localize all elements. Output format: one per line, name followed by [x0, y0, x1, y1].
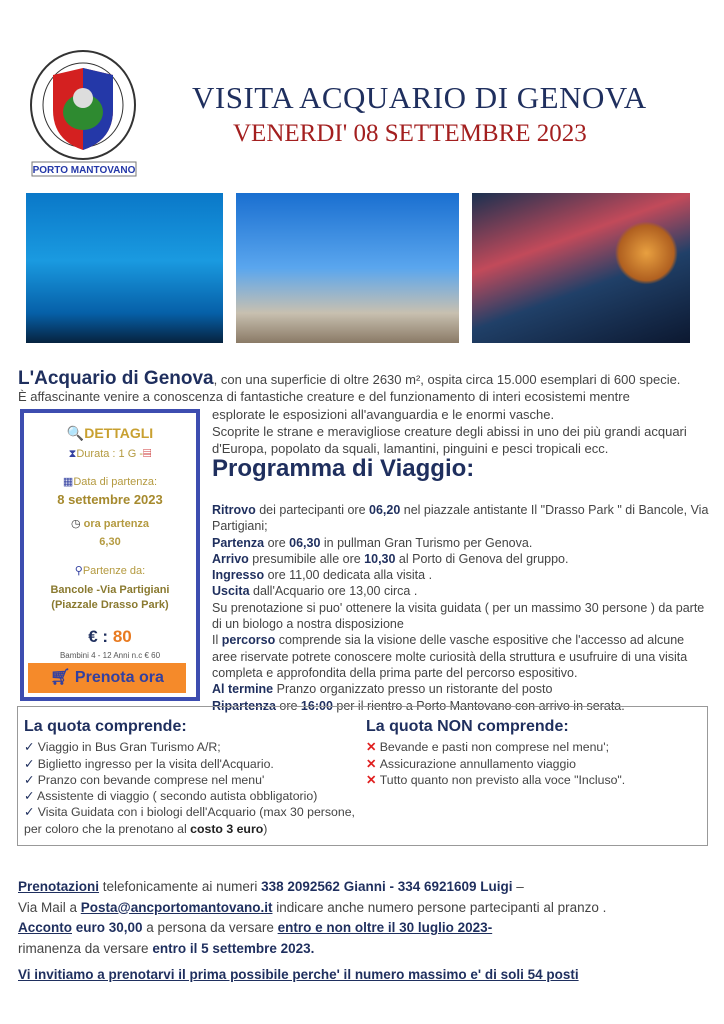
- deposit-deadline: entro e non oltre il 30 luglio 2023-: [277, 920, 493, 935]
- excluded-item: [366, 772, 696, 788]
- program-item: [212, 535, 712, 551]
- date-label: Data di partenza:: [73, 476, 158, 488]
- program-text: Ripartenza: [212, 698, 276, 713]
- cart-icon: 🛒︎: [50, 669, 71, 686]
- included-item: [24, 739, 359, 755]
- pufferfish-photo: [472, 193, 690, 343]
- intro-lead: L'Acquario di Genova: [18, 368, 214, 389]
- program-text: Ritrovo: [212, 503, 256, 517]
- intro-line: Scoprite le strane e meravigliose creature degli abissi in uno dei più grandi acquari d'Europa, popolato da squali, lamantini, pinguini e pesci tropicali ecc.: [212, 424, 687, 456]
- program-item: [212, 632, 712, 681]
- intro-text-continued: [212, 406, 712, 457]
- clock-icon: ◷: [70, 518, 81, 530]
- text: –: [512, 879, 524, 894]
- excluded-column: [366, 719, 696, 788]
- program-item: [212, 600, 712, 633]
- cross-icon: ✕: [366, 756, 380, 771]
- included-title: La quota comprende:: [24, 718, 187, 735]
- program-text: percorso: [221, 633, 276, 648]
- included-item: [24, 788, 359, 804]
- text: Via Mail a: [18, 899, 81, 915]
- text: telefonicamente ai numeri: [99, 879, 262, 894]
- check-icon: ✓: [24, 756, 38, 771]
- people-location-icon: ⚲: [74, 565, 83, 577]
- hourglass-icon: ⧗: [68, 448, 77, 460]
- intro-line: esplorate le esposizioni all'avanguardia e le enormi vasche.: [212, 407, 555, 422]
- program-text: 10,30: [364, 551, 396, 566]
- excluded-title: La quota NON comprende:: [366, 718, 569, 735]
- program-item: [212, 583, 712, 599]
- check-icon: ✓: [24, 740, 38, 755]
- excluded-item: [366, 756, 696, 772]
- included-list: [24, 739, 359, 837]
- departure-date: 8 settembre 2023: [57, 492, 163, 507]
- program-text: ore: [275, 698, 301, 713]
- quota-box: [17, 706, 708, 846]
- program-text: ore 11,00 dedicata alla visita .: [264, 568, 433, 583]
- phone-numbers: 338 2092562 Gianni - 334 6921609 Luigi: [261, 879, 513, 894]
- check-icon: ✓: [24, 789, 38, 804]
- deposit: [18, 918, 718, 939]
- intro-text: [18, 370, 718, 405]
- included-text: Pranzo con bevande comprese nel menu': [37, 772, 265, 787]
- program-list: [212, 502, 712, 714]
- included-item: [24, 756, 359, 772]
- included-text: Assistente di viaggio ( secondo autista obbligatorio): [37, 789, 318, 804]
- price-label: € :: [88, 627, 113, 646]
- check-icon: ✓: [24, 772, 38, 787]
- deposit-label: Acconto: [18, 920, 72, 935]
- program-text: comprende sia la visione delle vasche espositive che l'accesso ad alcune aree riservate potrete conoscere molte curiosità della struttura e usufruire di una visita completa e approfondita della prima parte del percorso espositivo.: [212, 633, 688, 680]
- included-text: Viaggio in Bus Gran Turismo A/R;: [37, 740, 221, 755]
- program-text: Pranzo organizzato presso un ristorante del posto: [273, 682, 553, 697]
- balance: [18, 939, 718, 960]
- booking-info: [18, 877, 718, 959]
- invite-text: Vi invitiamo a prenotarvi il prima possibile perche' il numero massimo e' di soli 54 posti: [18, 967, 579, 982]
- book-now-button[interactable]: [28, 663, 186, 693]
- program-text: presumibile alle ore: [248, 551, 365, 566]
- genoa-port-bigo-photo: [236, 193, 459, 343]
- program-text: Su prenotazione si puo' ottenere la visita guidata ( per un massimo 30 persone ) da parte di un biologo a nostra disposizione: [212, 600, 705, 632]
- program-item: [212, 502, 712, 535]
- program-text: Il: [212, 633, 222, 648]
- details-heading: [24, 425, 196, 442]
- calendar-icon: ▤: [143, 448, 152, 460]
- program-text: Al termine: [212, 682, 274, 697]
- logo: [28, 50, 138, 178]
- program-text: Arrivo: [212, 551, 249, 566]
- departure-date-label: [24, 475, 196, 488]
- departure-place-label: [24, 564, 196, 577]
- text: a persona da versare: [142, 920, 278, 935]
- time-label: ora partenza: [83, 518, 150, 530]
- program-text: dei partecipanti ore: [255, 503, 370, 517]
- text: ): [263, 821, 268, 836]
- balance-deadline: entro il 5 settembre 2023.: [152, 940, 315, 956]
- program-title: Programma di Viaggio:: [212, 455, 475, 482]
- place-line: Bancole -Via Partigiani: [50, 584, 170, 596]
- excluded-list: [366, 739, 696, 788]
- program-item: [212, 567, 712, 583]
- departure-time: 6,30: [99, 536, 121, 548]
- text: rimanenza da versare: [18, 940, 153, 956]
- included-text: Biglietto ingresso per la visita dell'Acquario.: [37, 756, 274, 771]
- departure-time-label: [24, 517, 196, 530]
- program-text: ore: [264, 535, 290, 550]
- excluded-text: Assicurazione annullamento viaggio: [379, 756, 576, 771]
- program-item: [212, 551, 712, 567]
- place-line: (Piazzale Drasso Park): [51, 599, 169, 611]
- page-title: VISITA ACQUARIO DI GENOVA: [192, 80, 647, 115]
- duration: [24, 448, 196, 461]
- details-box: [20, 409, 200, 701]
- included-column: [24, 719, 359, 837]
- intro-line: È affascinante venire a conoscenza di fantastiche creature e del funzionamento di interi ecosistemi mentre: [18, 389, 630, 404]
- calendar-icon: ▦: [62, 476, 74, 488]
- departure-place: [24, 583, 196, 613]
- guide-cost: costo 3 euro: [190, 821, 264, 836]
- place-label: Partenze da:: [82, 565, 146, 577]
- page-subtitle: VENERDI' 08 SETTEMBRE 2023: [233, 120, 587, 147]
- email-link[interactable]: Posta@ancportomantovano.it: [80, 899, 273, 915]
- check-icon: ✓: [24, 805, 38, 820]
- children-price: Bambini 4 - 12 Anni n.c € 60: [59, 651, 161, 660]
- program-text: Uscita: [212, 584, 250, 599]
- booking-mail: [18, 898, 718, 919]
- text: indicare anche numero persone partecipanti al pranzo .: [272, 899, 607, 915]
- whale-shark-photo: [26, 193, 223, 343]
- program-text: 16:00: [300, 698, 333, 713]
- program-text: Partenza: [212, 535, 265, 550]
- program-item: [212, 681, 712, 697]
- deposit-amount: euro 30,00: [72, 920, 143, 935]
- logo-label: PORTO MANTOVANO: [32, 165, 136, 176]
- program-text: 06,20: [369, 503, 401, 517]
- booking-label: Prenotazioni: [18, 879, 100, 894]
- duration-text: Durata : 1 G -: [76, 448, 143, 460]
- excluded-text: Bevande e pasti non comprese nel menu';: [379, 740, 610, 755]
- program-text: Ingresso: [212, 568, 265, 583]
- intro-line: , con una superficie di oltre 2630 m², ospita circa 15.000 esemplari di 600 specie.: [213, 372, 681, 387]
- search-icon: 🔍: [66, 425, 85, 441]
- program-text: al Porto di Genova del gruppo.: [395, 551, 569, 566]
- excluded-item: [366, 739, 696, 755]
- book-now-label: Prenota ora: [74, 669, 164, 686]
- included-item: [24, 804, 359, 837]
- program-text: nel piazzale antistante Il "Drasso Park " di Bancole, Via Partigiani;: [212, 503, 709, 534]
- included-text: Visita Guidata con i biologi dell'Acquario (max 30 persone, per coloro che la prenotano al: [24, 805, 355, 836]
- program-text: in pullman Gran Turismo per Genova.: [320, 535, 533, 550]
- excluded-text: Tutto quanto non previsto alla voce "Incluso".: [379, 772, 626, 787]
- included-item: [24, 772, 359, 788]
- details-heading-text: DETTAGLI: [84, 425, 154, 441]
- program-text: per il rientro a Porto Mantovano con arrivo in serata.: [332, 698, 625, 713]
- price-value: 80: [112, 627, 132, 646]
- cross-icon: ✕: [366, 772, 380, 787]
- program-text: dall'Acquario ore 13,00 circa .: [249, 584, 418, 599]
- price: [24, 627, 196, 647]
- cross-icon: ✕: [366, 740, 380, 755]
- booking-phone: [18, 877, 718, 898]
- program-text: 06,30: [289, 535, 321, 550]
